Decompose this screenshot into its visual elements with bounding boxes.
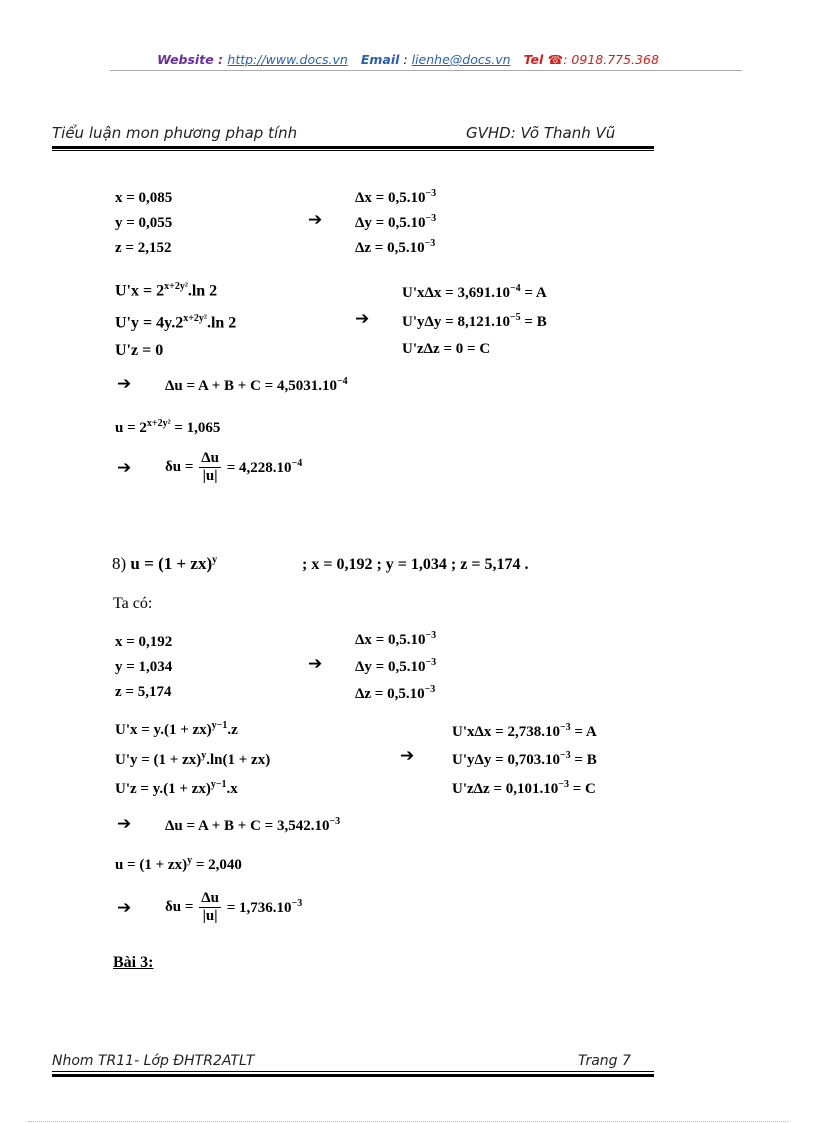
product-y: $U'y\Delta y = 0,703.10^{-3} = B$ <box>452 750 597 768</box>
arrow-icon: ➔ <box>117 814 132 834</box>
footer-rule <box>52 1074 654 1077</box>
partial-y: $U'y = 4y.2^{x+2y^2}.\ln$ 2 <box>115 313 237 332</box>
arrow-icon: ➔ <box>355 309 370 329</box>
top-divider <box>110 70 742 71</box>
tel-label: Tel <box>523 52 544 67</box>
delta-z: $\Delta z = 0,5.10^{-3}$ <box>355 684 436 702</box>
website-label: Website : <box>157 52 224 67</box>
problem-8-given: ; x = 0,192 ; y = 1,034 ; z = 5,174 . <box>302 556 529 573</box>
u-value: u = (1 + zx)$^y$ = 2,040 <box>115 855 242 873</box>
value-y: y = 1,034 <box>115 659 173 675</box>
value-z: z = 5,174 <box>115 684 172 700</box>
partial-y: U'y = (1 + zx)$^y$.ln(1 + zx) <box>115 750 271 768</box>
website-link[interactable]: http://www.docs.vn <box>227 52 348 67</box>
arrow-icon: ➔ <box>117 458 132 478</box>
arrow-icon: ➔ <box>308 654 323 674</box>
delta-x: $\Delta x = 0,5.10^{-3}$ <box>355 188 437 206</box>
relative-error: δu = $\frac{\Delta u}{|u|}$ = $1,736.10^{-3}$ <box>165 890 303 924</box>
header-right: GVHD: Võ Thanh Vũ <box>466 124 616 142</box>
page-bottom-dotted-line <box>28 1121 788 1122</box>
partial-z: U'z = 0 <box>115 342 164 359</box>
delta-y: $\Delta y = 0,5.10^{-3}$ <box>355 213 437 231</box>
footer-left: Nhom TR11- Lớp ĐHTR2ATLT <box>52 1053 255 1069</box>
value-y: y = 0,055 <box>115 215 173 231</box>
email-link[interactable]: lienhe@docs.vn <box>411 52 511 67</box>
header-rule <box>52 146 654 149</box>
value-z: z = 2,152 <box>115 240 172 256</box>
arrow-icon: ➔ <box>308 210 323 230</box>
site-contact-bar <box>0 52 816 67</box>
footer-rule-thin <box>52 1071 654 1072</box>
product-z: $U'z\Delta z = 0,101.10^{-3} = C$ <box>452 779 596 797</box>
problem-8-statement: 8) u = (1 + zx)$^y$ <box>112 554 218 573</box>
product-x: $U'x\Delta x = 2,738.10^{-3} = A$ <box>452 722 597 740</box>
delta-u: $\Delta u = A + B + C = 3,542.10^{-3}$ <box>165 816 341 834</box>
arrow-icon: ➔ <box>400 746 415 766</box>
value-x: x = 0,192 <box>115 634 173 650</box>
ta-co-label: Ta có: <box>113 595 153 612</box>
email-label: Email <box>360 52 400 67</box>
phone-icon: ☎ <box>547 52 564 67</box>
tel-value: : 0918.775.368 <box>563 52 659 67</box>
header-left: Tiểu luận mon phương phap tính <box>52 124 298 142</box>
value-x: x = 0,085 <box>115 190 173 206</box>
u-value: $u = 2^{x+2y^2} = 1,065$ <box>115 418 221 436</box>
delta-z: $\Delta z = 0,5.10^{-3}$ <box>355 238 436 256</box>
partial-z: U'z = y.(1 + zx)$^{y-1}$.x <box>115 779 238 797</box>
partial-x: U'x = y.(1 + zx)$^{y-1}$.z <box>115 720 238 738</box>
delta-u: $\Delta u = A + B + C = 4,5031.10^{-4}$ <box>165 376 348 394</box>
email-separator: : <box>399 52 412 67</box>
section-heading-bai-3: Bài 3: <box>113 954 154 971</box>
product-z: U'zΔz = 0 = C <box>402 341 491 357</box>
delta-x: $\Delta x = 0,5.10^{-3}$ <box>355 630 437 648</box>
arrow-icon: ➔ <box>117 374 132 394</box>
product-x: $U'x\Delta x = 3,691.10^{-4} = A$ <box>402 283 547 301</box>
header-rule-thin <box>52 150 654 151</box>
product-y: $U'y\Delta y = 8,121.10^{-5} = B$ <box>402 312 547 330</box>
footer-page-number: Trang 7 <box>578 1053 631 1069</box>
delta-y: $\Delta y = 0,5.10^{-3}$ <box>355 657 437 675</box>
relative-error: δu = $\frac{\Delta u}{|u|}$ = $4,228.10^{-4}$ <box>165 450 303 484</box>
partial-x: $U'x = 2^{x+2y^2}.\ln$ 2 <box>115 281 218 300</box>
arrow-icon: ➔ <box>117 898 132 918</box>
